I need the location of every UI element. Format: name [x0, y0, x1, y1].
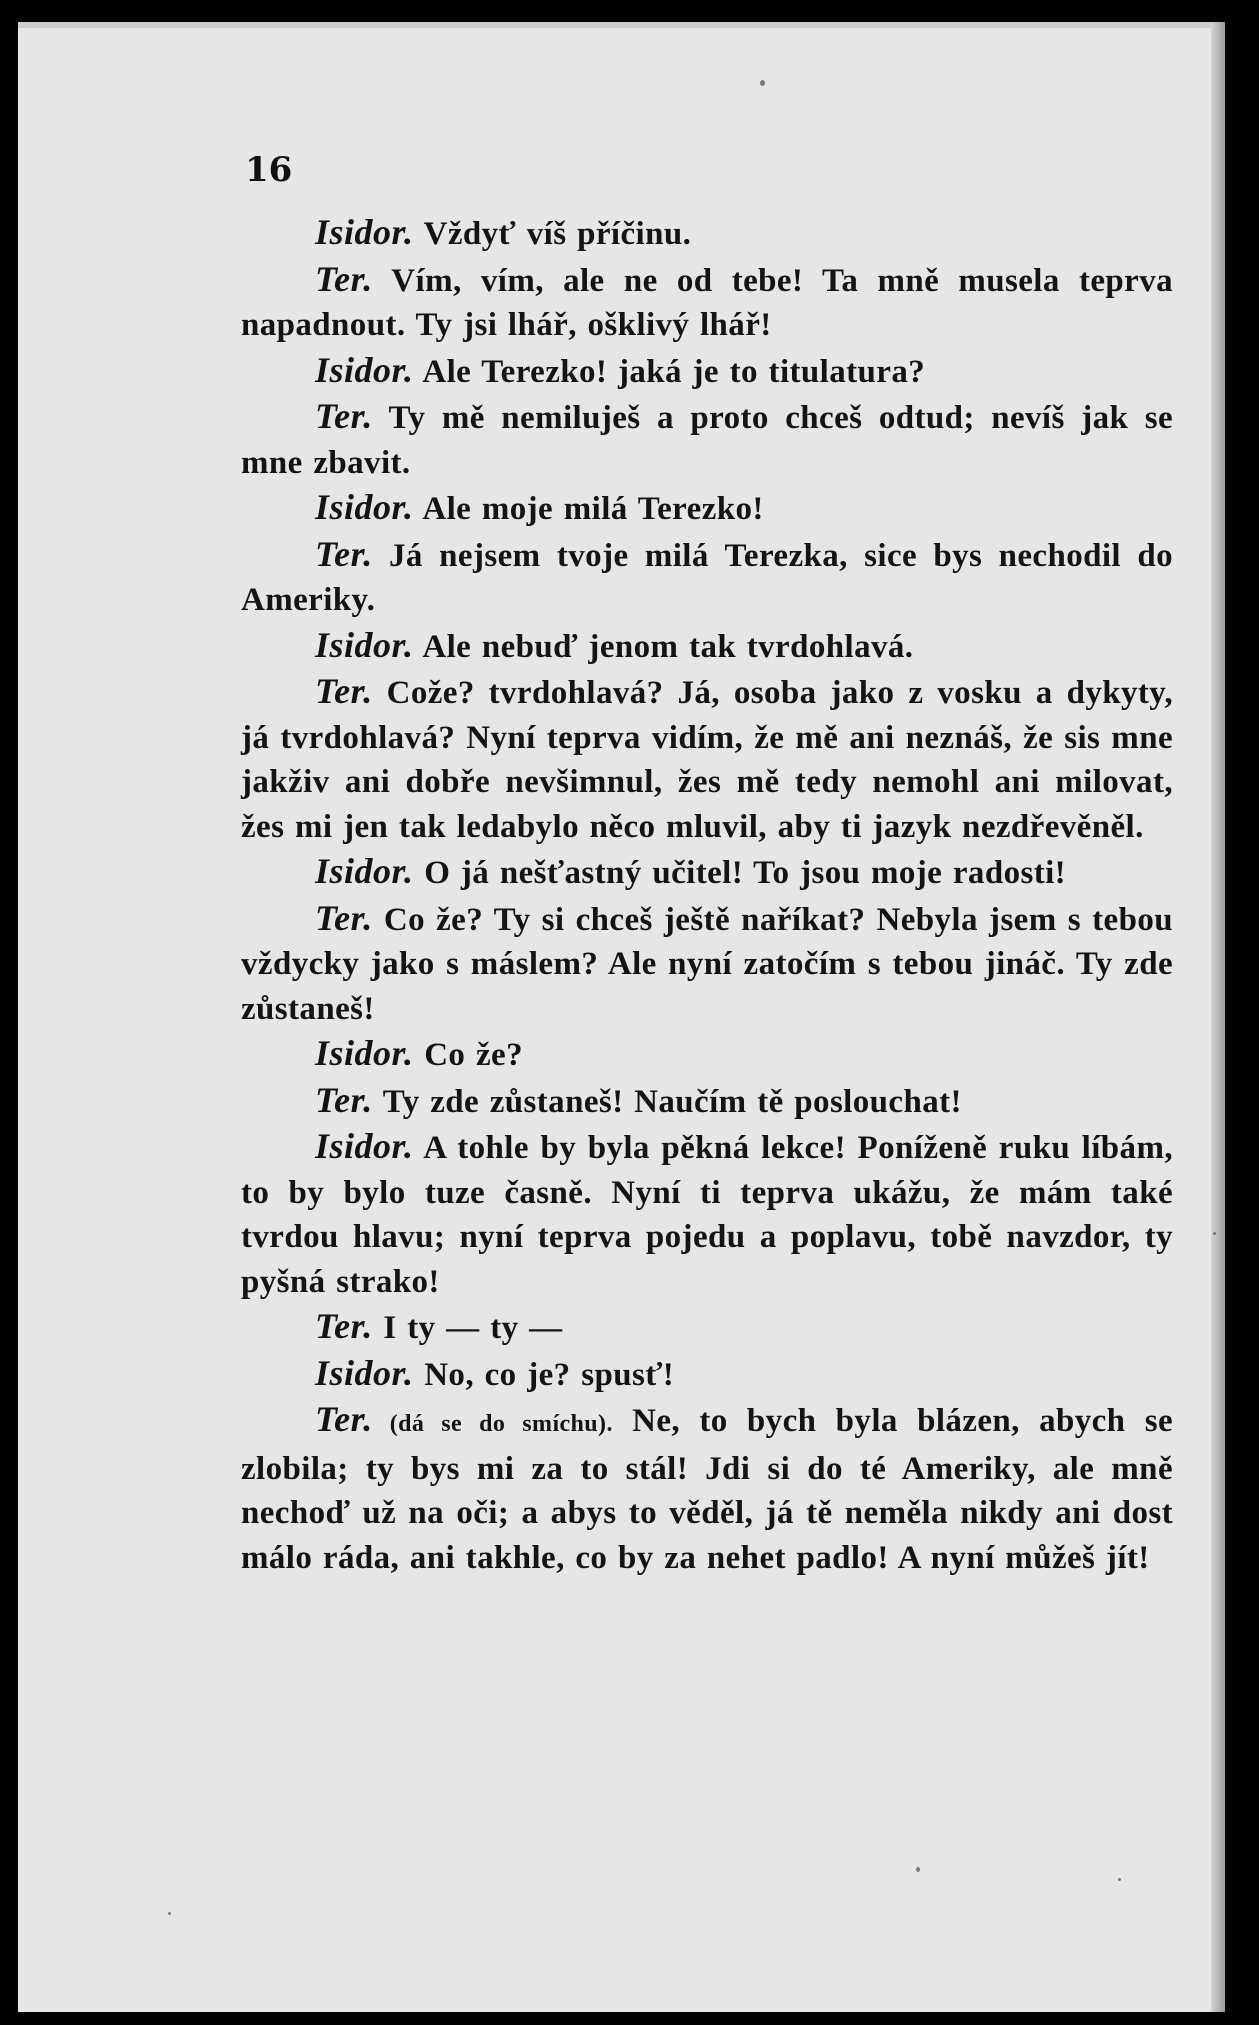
dialogue-line: [241, 849, 1173, 896]
line-text: Ale Terezko! jaká je to titulatura?: [413, 353, 926, 390]
line-text: Vždyť víš příčinu.: [413, 216, 692, 252]
speaker-name: Ter.: [315, 897, 373, 938]
line-text: Ale nebuď jenom tak tvrdohlavá.: [413, 628, 914, 665]
line-text: Ty mě nemiluješ a proto chceš odtud; nevíš jak se mne zbavit.: [241, 400, 1173, 481]
line-text: I ty — ty —: [372, 1310, 563, 1346]
line-text: Ne, to bych byla blázen, abych se zlobila; ty bys mi za to stál! Jdi si do té Ameriky, ale mně nechoď už na oči; a abys to věděl, já tě neměla nikdy ani dost málo ráda, ani takhle, co by za nehet padlo! A nyní můžeš jít!: [241, 1403, 1174, 1576]
speaker-name: Ter.: [315, 1306, 373, 1346]
stage-direction: (dá se do smíchu).: [372, 1411, 613, 1437]
dialogue-line: [241, 532, 1173, 623]
paper-speck: [760, 80, 765, 86]
speaker-name: Ter.: [315, 533, 373, 574]
dialogue-line: [241, 669, 1173, 849]
speaker-name: Isidor.: [315, 624, 414, 665]
dialogue-line: [241, 348, 1173, 395]
dialogue-line: [241, 485, 1173, 532]
dialogue-line: [241, 896, 1173, 1032]
line-text: Ty zde zůstaneš! Naučím tě poslouchat!: [372, 1083, 962, 1120]
line-text: O já nešťastný učitel! To jsou moje radosti!: [413, 855, 1067, 891]
dialogue-line: [241, 1351, 1173, 1398]
speaker-name: Isidor.: [315, 487, 414, 527]
speaker-name: Ter.: [315, 671, 373, 711]
dialogue-line: [241, 1078, 1173, 1125]
page-right-edge: [1211, 22, 1225, 2012]
line-text: No, co je? spusť!: [413, 1356, 675, 1393]
speaker-name: Isidor.: [315, 1126, 414, 1166]
dialogue-line: [241, 1031, 1173, 1078]
dialogue-line: [241, 257, 1173, 348]
line-text: A tohle by byla pěkná lekce! Poníženě ruku líbám, to by bylo tuze časně. Nyní ti teprva ukážu, že mám také tvrdou hlavu; nyní teprva pojedu a poplavu, tobě navzdor, ty pyšná strako!: [241, 1130, 1173, 1300]
speaker-name: Isidor.: [315, 1352, 414, 1393]
speaker-name: Isidor.: [315, 851, 414, 891]
paper-speck: [916, 1867, 920, 1872]
line-text: Ale moje milá Terezko!: [413, 491, 764, 527]
paper-speck: [1213, 1232, 1216, 1235]
line-text: Vím, vím, ale ne od tebe! Ta mně musela teprva napadnout. Ty jsi lhář, ošklivý lhář!: [241, 262, 1173, 343]
paper-speck: [168, 1912, 171, 1915]
speaker-name: Isidor.: [315, 349, 414, 390]
speaker-name: Isidor.: [315, 212, 414, 252]
line-text: Cože? tvrdohlavá? Já, osoba jako z vosku a dykyty, já tvrdohlavá? Nyní teprva vidím, že mě ani neznáš, že sis mne jakživ ani dobře nevšimnul, žes mě tedy nemohl ani milovat, žes mi jen tak ledabylo něco mluvil, aby ti jazyk nezdřevěněl.: [241, 675, 1173, 845]
dialogue-line: [241, 1124, 1173, 1304]
page-number: 16: [245, 150, 293, 190]
speaker-name: Ter.: [315, 258, 373, 299]
page-top-edge: [18, 22, 1225, 28]
dialogue-line: [241, 394, 1173, 485]
dialogue-text: [241, 210, 1173, 1580]
dialogue-line: [241, 1304, 1173, 1351]
line-text: Já nejsem tvoje milá Terezka, sice bys nechodil do Ameriky.: [241, 537, 1173, 618]
dialogue-line: [241, 623, 1173, 670]
speaker-name: Isidor.: [315, 1033, 414, 1073]
paper-speck: [1118, 1878, 1121, 1881]
dialogue-line: [241, 210, 1173, 257]
speaker-name: Ter.: [315, 396, 373, 436]
book-page: [18, 22, 1225, 2012]
line-text: Co že?: [413, 1037, 523, 1073]
dialogue-line: [241, 1397, 1173, 1580]
speaker-name: Ter.: [315, 1079, 373, 1120]
line-text: Co že? Ty si chceš ještě naříkat? Nebyla jsem s tebou vždycky jako s máslem? Ale nyní zatočím s tebou jináč. Ty zde zůstaneš!: [241, 901, 1173, 1027]
speaker-name: Ter.: [315, 1399, 373, 1439]
